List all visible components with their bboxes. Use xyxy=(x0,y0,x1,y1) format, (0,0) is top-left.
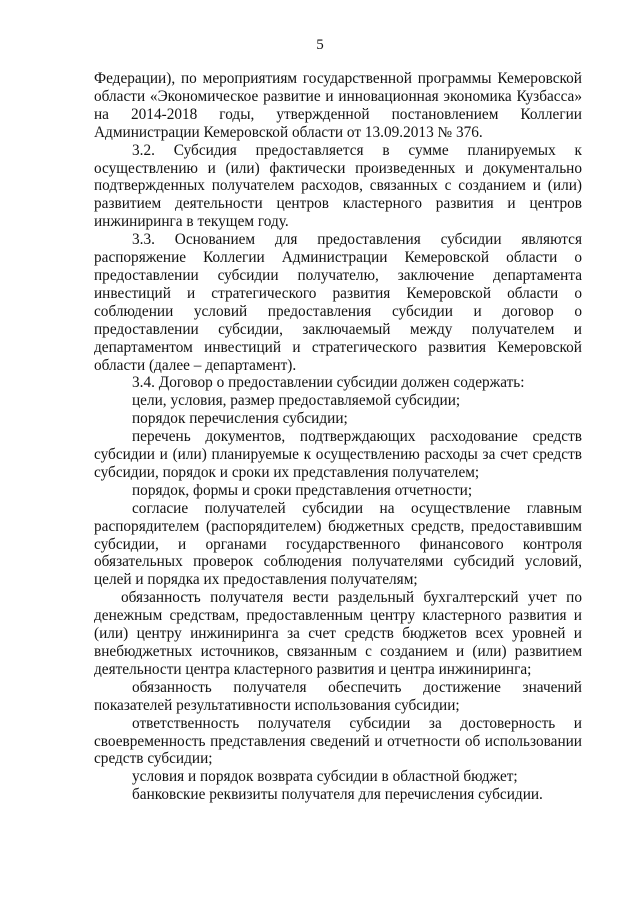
list-item-accounting: обязанность получателя вести раздельный бухгалтерский учет по денежным средствам, предоставленным центру кластерного развития и (или) центру инжиниринга за счет средств бюджетов всех уровней и внебюджетных источников, связанным с созданием и (или) развитием деятельности центра кластерного развития и центра инжиниринга; xyxy=(94,589,582,678)
list-item-transfer-order: порядок перечисления субсидии; xyxy=(132,410,348,428)
list-item-responsibility: ответственность получателя субсидии за достоверность и своевременность представления сведений и отчетности об использовании средств субсидии; xyxy=(94,714,582,768)
paragraph-3-2: 3.2. Субсидия предоставляется в сумме планируемых к осуществлению и (или) фактически произведенных и документально подтвержденных получателем расходов, связанных с созданием и (или) развитием деятельности центров кластерного развития и центров инжиниринга в текущем году. xyxy=(94,141,582,231)
list-item-reporting: порядок, формы и сроки представления отчетности; xyxy=(132,481,473,499)
list-item-bank-details: банковские реквизиты получателя для перечисления субсидии. xyxy=(132,786,543,804)
document-body xyxy=(94,70,582,804)
list-item-performance: обязанность получателя обеспечить достижение значений показателей результативности использования субсидии; xyxy=(94,678,582,714)
list-item-refund: условия и порядок возврата субсидии в областной бюджет; xyxy=(132,768,518,786)
paragraph-3-3: 3.3. Основанием для предоставления субсидии являются распоряжение Коллегии Администрации Кемеровской области о предоставлении субсидии получателю, заключение департамента инвестиций и стратегического развития Кемеровской области о соблюдении условий предоставления субсидии и договор о предоставлении субсидии, заключаемый между получателем и департаментом инвестиций и стратегического развития Кемеровской области (далее – департамент). xyxy=(94,231,582,374)
paragraph-continuation: Федерации), по мероприятиям государственной программы Кемеровской области «Экономическое развитие и инновационная экономика Кузбасса» на 2014-2018 годы, утвержденной постановлением Коллегии Администрации Кемеровской области от 13.09.2013 № 376. xyxy=(94,70,582,141)
page-number: 5 xyxy=(316,37,324,53)
paragraph-3-4: 3.4. Договор о предоставлении субсидии должен содержать: xyxy=(132,374,525,392)
list-item-documents: перечень документов, подтверждающих расходование средств субсидии и (или) планируемые к осуществлению расходы за счет средств субсидии, порядок и сроки их представления получателем; xyxy=(94,428,582,481)
list-item-consent: согласие получателей субсидии на осуществление главным распорядителем (распорядителем) бюджетных средств, предоставившим субсидии, и органами государственного финансового контроля обязательных проверок соблюдения получателями субсидий условий, целей и порядка их предоставления получателям; xyxy=(94,499,582,589)
list-item-goals: цели, условия, размер предоставляемой субсидии; xyxy=(132,392,461,410)
